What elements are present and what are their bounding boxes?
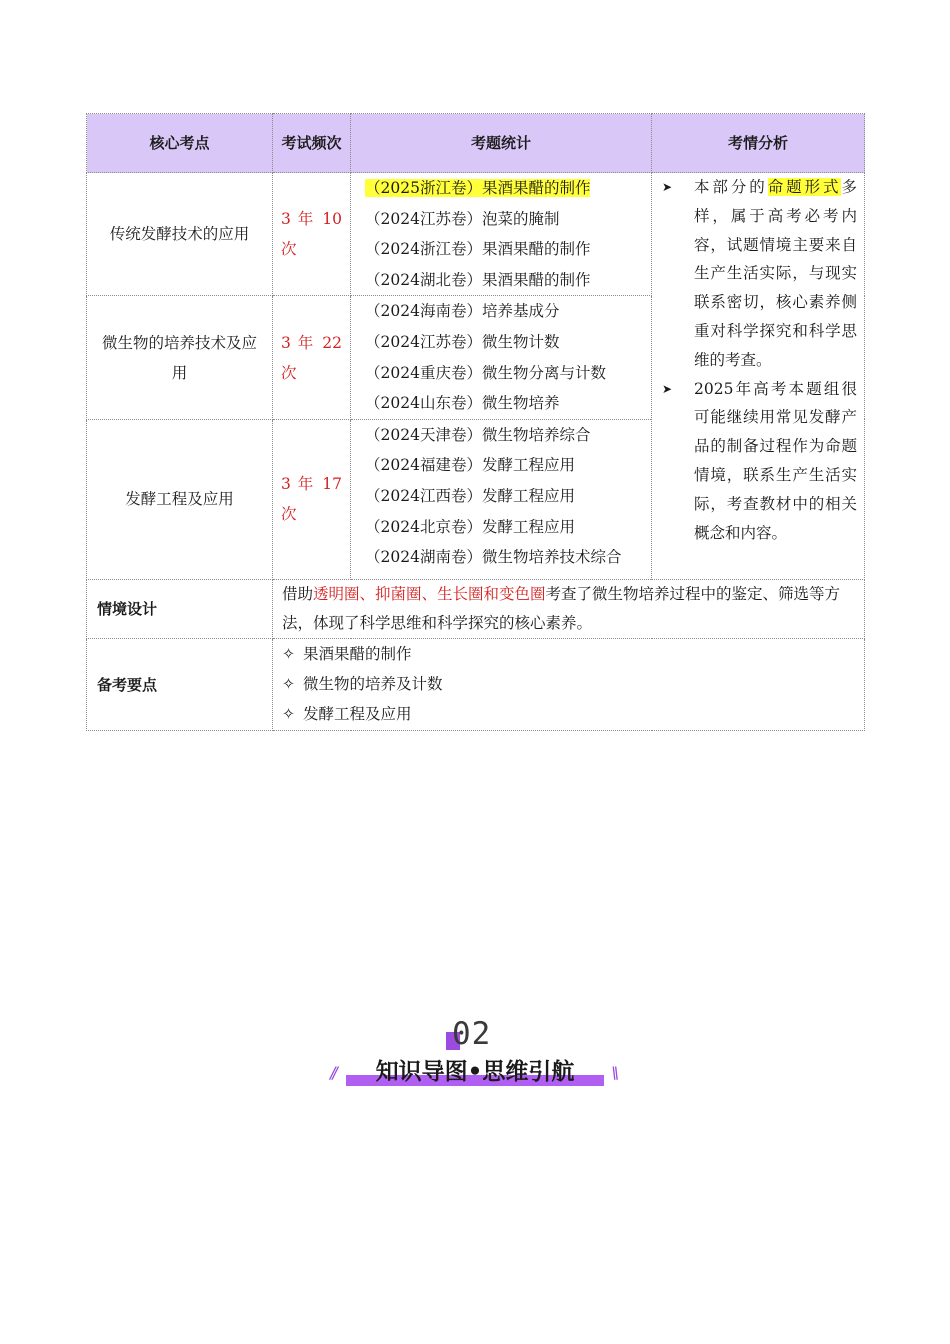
analysis-bullet: ➤ 本部分的命题形式多样，属于高考必考内容，试题情境主要来自生产生活实际，与现实联系密切，核心素养侧重对科学探究和科学思维的考查。: [662, 173, 857, 375]
list-item: （2024天津卷）微生物培养综合: [365, 425, 591, 444]
section-title-banner: [328, 1055, 622, 1091]
table-row: [87, 173, 865, 296]
right-slash-icon: \\: [611, 1063, 616, 1082]
list-item: （2024海南卷）培养基成分: [365, 302, 560, 321]
list-item: ✧ 发酵工程及应用: [282, 705, 412, 724]
table-header-row: [87, 114, 865, 173]
prep-label: 备考要点: [87, 638, 273, 730]
topic-cell: 传统发酵技术的应用: [87, 173, 273, 296]
diamond-bullet-icon: ✧: [282, 675, 295, 694]
list-item: ✧ 微生物的培养及计数: [282, 675, 443, 694]
list-item: （2024湖南卷）微生物培养技术综合: [365, 548, 622, 567]
section-title: 知识导图•思维引航: [375, 1059, 575, 1085]
situation-text: 借助透明圈、抑菌圈、生长圈和变色圈考查了微生物培养过程中的鉴定、筛选等方法，体现了科学思维和科学探究的核心素养。: [273, 579, 865, 638]
frequency-cell: 3 年 10 次: [273, 173, 351, 296]
exam-list: [351, 173, 652, 296]
prep-list: [273, 638, 865, 730]
topic-cell: 微生物的培养技术及应用: [87, 296, 273, 419]
list-item: （2024北京卷）发酵工程应用: [365, 517, 575, 536]
header-exam-stats: 考题统计: [351, 114, 652, 173]
prep-row: [87, 638, 865, 730]
frequency-cell: 3 年 22 次: [273, 296, 351, 419]
list-item: （2024江苏卷）泡菜的腌制: [365, 209, 560, 228]
header-frequency: 考试频次: [273, 114, 351, 173]
arrow-bullet-icon: ➤: [662, 180, 673, 194]
list-item: （2025浙江卷）果酒果醋的制作: [365, 179, 591, 197]
left-slash-icon: //: [330, 1063, 335, 1082]
header-analysis: 考情分析: [652, 114, 865, 173]
list-item: （2024江西卷）发酵工程应用: [365, 486, 575, 505]
list-item: （2024江苏卷）微生物计数: [365, 332, 560, 351]
situation-label: 情境设计: [87, 579, 273, 638]
topic-cell: 发酵工程及应用: [87, 419, 273, 579]
section-number-badge: [446, 1016, 506, 1052]
analysis-cell: [652, 173, 865, 580]
exam-analysis-table: [86, 113, 865, 731]
arrow-bullet-icon: ➤: [662, 381, 673, 396]
list-item: （2024山东卷）微生物培养: [365, 394, 560, 413]
list-item: （2024浙江卷）果酒果醋的制作: [365, 240, 591, 259]
list-item: （2024福建卷）发酵工程应用: [365, 456, 575, 475]
situation-row: [87, 579, 865, 638]
list-item: ✧ 果酒果醋的制作: [282, 645, 412, 664]
list-item: （2024湖北卷）果酒果醋的制作: [365, 270, 591, 289]
diamond-bullet-icon: ✧: [282, 645, 295, 664]
frequency-cell: 3 年 17 次: [273, 419, 351, 579]
header-core-topic: 核心考点: [87, 114, 273, 173]
analysis-bullet: ➤ 2025年高考本题组很可能继续用常见发酵产品的制备过程作为命题情境，联系生产生活实际，考查教材中的相关概念和内容。: [662, 375, 857, 548]
exam-list: [351, 419, 652, 579]
section-number: 02: [452, 1016, 492, 1052]
diamond-bullet-icon: ✧: [282, 705, 295, 724]
exam-list: [351, 296, 652, 419]
list-item: （2024重庆卷）微生物分离与计数: [365, 363, 606, 382]
